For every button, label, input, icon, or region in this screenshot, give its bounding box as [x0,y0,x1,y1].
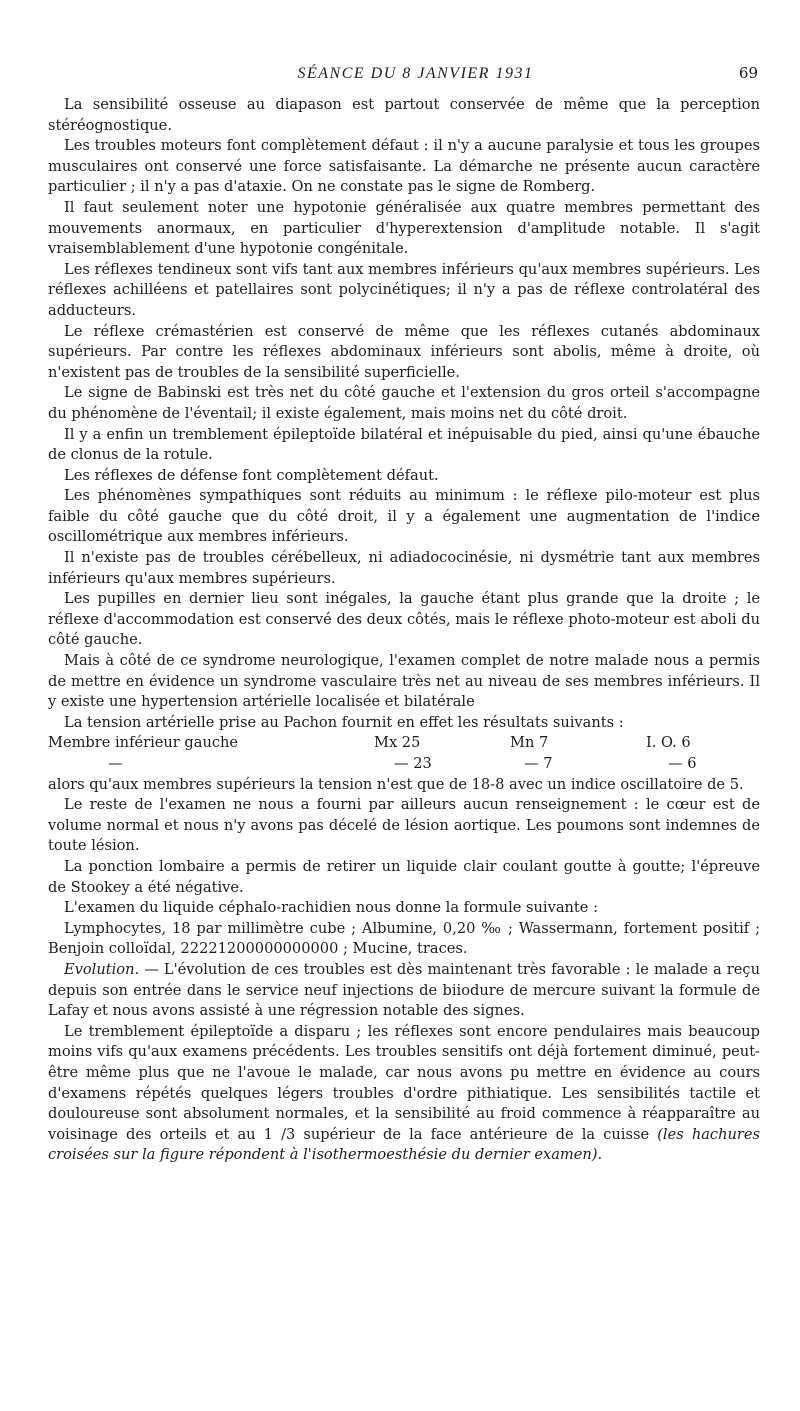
paragraph: alors qu'aux membres supérieurs la tension n'est que de 18-8 avec un indice oscillatoire de 5. [48,775,744,793]
evolution-paragraph [48,960,760,1022]
paragraph: La tension artérielle prise au Pachon fournit en effet les résultats suivants : [64,713,624,731]
blood-pressure-table [48,733,760,774]
paragraph: Le signe de Babinski est très net du côté gauche et l'extension du gros orteil s'accompagne du phénomène de l'éventail; il existe également, mais moins net du côté droit. [48,384,760,422]
paragraph: La ponction lombaire a permis de retirer un liquide clair coulant goutte à goutte; l'épreuve de Stookey a été négative. [48,857,760,896]
table-cell: Mn 7 [510,734,549,752]
paragraph: Il y a enfin un tremblement épileptoïde bilatéral et inépuisable du pied, ainsi qu'une ébauche de clonus de la rotule. [48,425,760,464]
table-cell: Membre inférieur gauche [48,734,239,752]
paragraph-text: Le tremblement épileptoïde a disparu ; les réflexes sont encore pendulaires mais beaucoup moins vifs qu'aux examens précédents. Les troubles sensitifs ont déjà fortement diminué, peut-être même plus que ne l'avoue le malade, car nous avons pu mettre en évidence au cours d'examens répétés quelques légers troubles d'ordre pithiatique. Les sensibilités tactile et douloureuse sont absolument normales, et la sensibilité au froid commence à réapparaître au voisinage des orteils et au 1 /3 supérieur de la face antérieure de la cuisse [48,1022,760,1143]
paragraph: Il n'existe pas de troubles cérébelleux, ni adiadococinésie, ni dysmétrie tant aux membres inférieurs qu'aux membres supérieurs. [48,549,760,587]
running-title: SÉANCE DU 8 JANVIER 1931 [297,65,534,82]
paragraph: Les réflexes tendineux sont vifs tant aux membres inférieurs qu'aux membres supérieurs. Les réflexes achilléens et patellaires sont polycinétiques; il n'y a pas de réflexe controlatéral des adducteurs. [48,260,760,319]
paragraph: Le réflexe crémastérien est conservé de même que les réflexes cutanés abdominaux supérieurs. Par contre les réflexes abdominaux inférieurs sont abolis, même à droite, où n'existent pas de troubles de la sensibilité superficielle. [48,322,760,381]
paragraph: La sensibilité osseuse au diapason est partout conservée de même que la perception stéréognostique. [48,96,760,134]
paragraph: Les phénomènes sympathiques sont réduits au minimum : le réflexe pilo-moteur est plus faible du côté gauche que du côté droit, il y a également une augmentation de l'indice oscillométrique aux membres inférieurs. [48,487,760,546]
table-cell: — 6 [668,755,697,772]
paragraph: Mais à côté de ce syndrome neurologique, l'examen complet de notre malade nous a permis de mettre en évidence un syndrome vasculaire très net au niveau de ses membres inférieurs. Il y existe une hypertension artérielle localisée et bilatérale [48,652,760,711]
table-row [48,754,760,775]
figure-note: (les hachures croisées sur la figure répondent à l'isothermoesthésie du dernier examen). [48,1125,760,1164]
table-cell: — 23 [394,755,432,772]
paragraph: Les troubles moteurs font complètement défaut : il n'y a aucune paralysie et tous les groupes musculaires ont conservé une force satisfaisante. La démarche ne présente aucun caractère particulier ; il n'y a pas d'ataxie. On ne constate pas le signe de Romberg. [48,137,760,196]
running-header [48,63,760,87]
paragraph: L'examen du liquide céphalo-rachidien nous donne la formule suivante : [64,899,598,917]
page-number: 69 [738,64,758,82]
section-label: Evolution. [64,960,140,978]
table-cell: Mx 25 [374,734,421,752]
paragraph: Il faut seulement noter une hypotonie généralisée aux quatre membres permettant des mouvements anormaux, en particulier d'hyperextension d'amplitude notable. Il s'agit vraisemblablement d'une hypotonie congénitale. [48,198,760,258]
paragraph: Le reste de l'examen ne nous a fourni par ailleurs aucun renseignement : le cœur est de volume normal et nous n'y avons pas décelé de lésion aortique. Les poumons sont indemnes de toute lésion. [48,796,760,855]
table-cell: — [108,755,123,772]
table-cell: — 7 [524,755,553,772]
paragraph: Lymphocytes, 18 par millimètre cube ; Albumine, 0,20 ‰ ; Wassermann, fortement positif ; Benjoin colloïdal, 22221200000000000 ; Mucine, traces. [48,919,760,958]
paragraph [48,1022,760,1166]
paragraph: Les pupilles en dernier lieu sont inégales, la gauche étant plus grande que la droite ; le réflexe d'accommodation est conservé des deux côtés, mais le réflexe photo-moteur est aboli du côté gauche. [48,590,760,649]
paragraph-text: — L'évolution de ces troubles est dès maintenant très favorable : le malade a reçu depuis son entrée dans le service neuf injections de biiodure de mercure suivant la formule de Lafay et nous avons assisté à une régression notable des signes. [48,960,760,1020]
table-cell: I. O. 6 [646,734,691,752]
paragraph: Les réflexes de défense font complètement défaut. [64,466,439,484]
table-row [48,733,760,754]
